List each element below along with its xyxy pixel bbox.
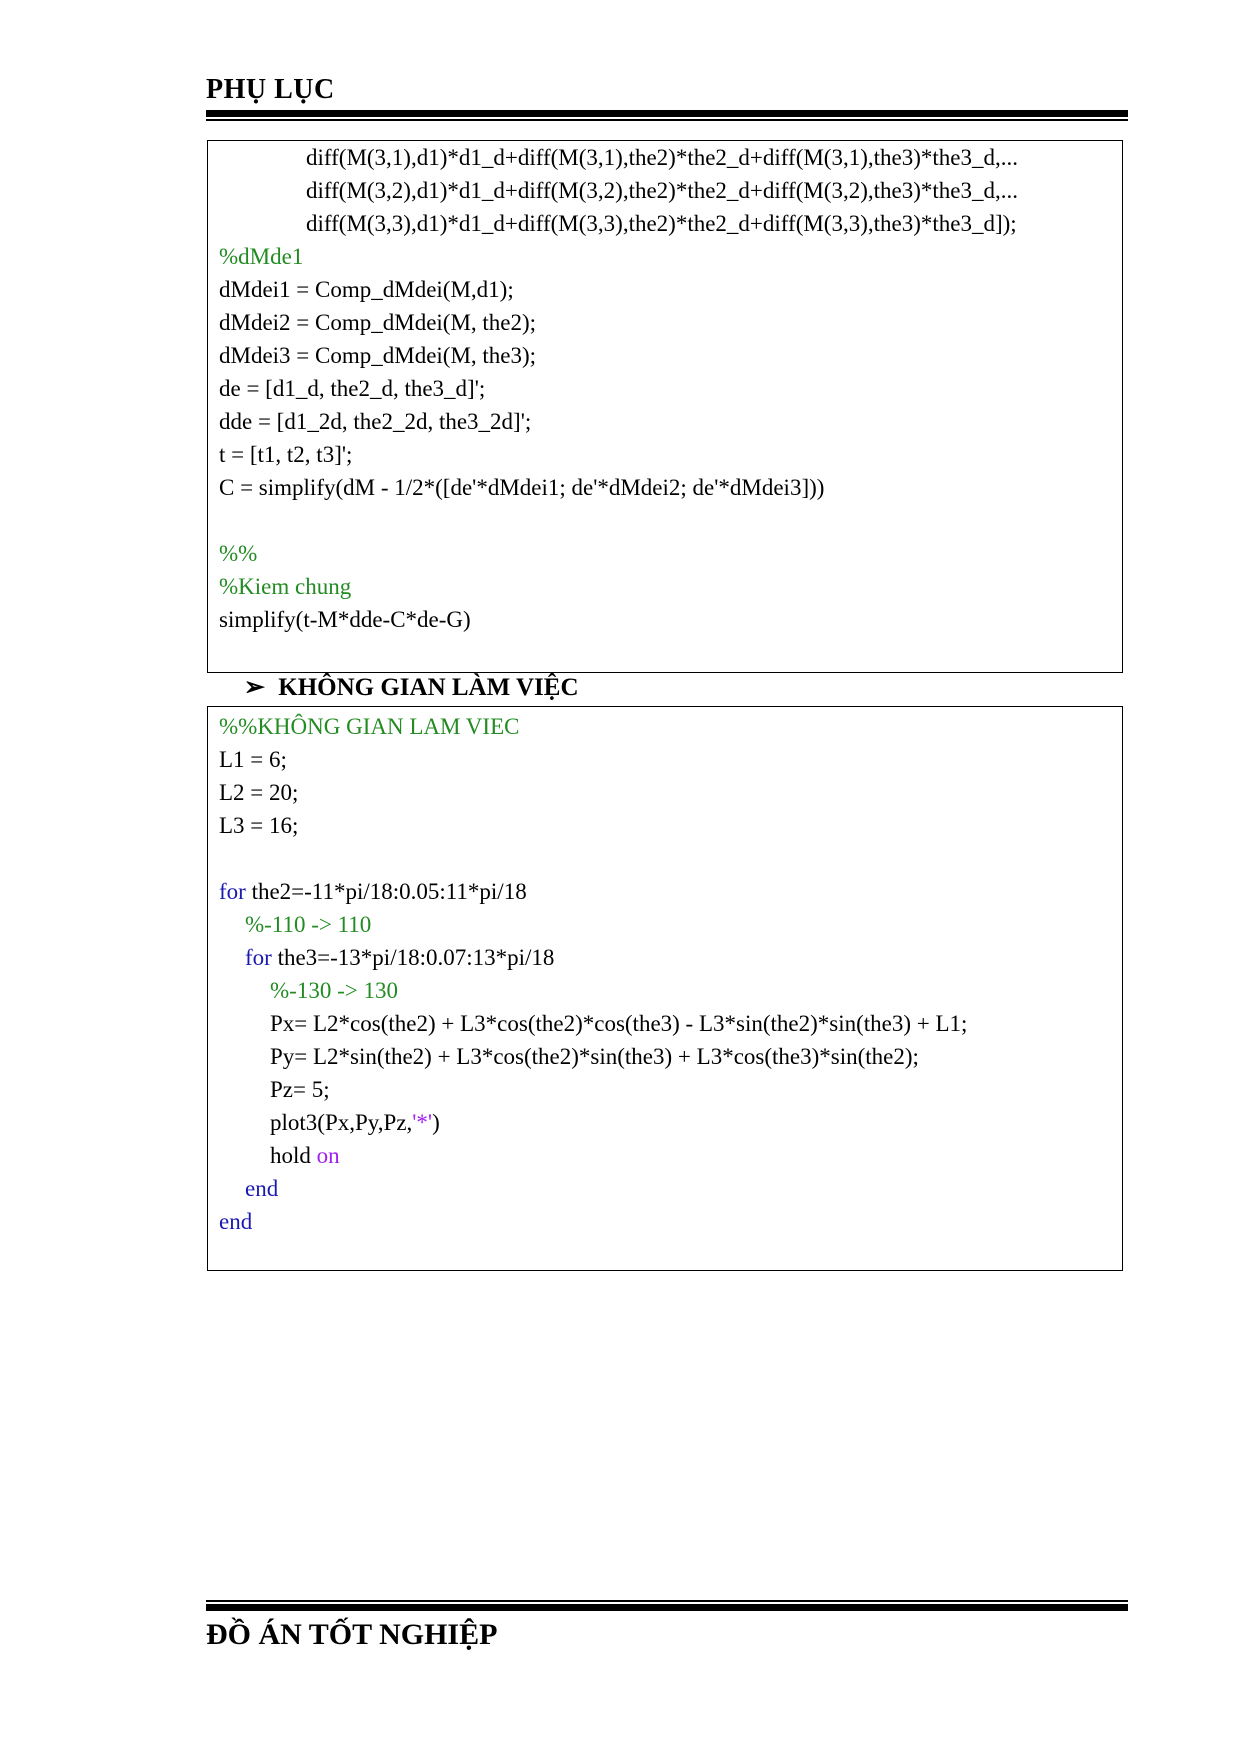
keyword-for: for [219, 879, 246, 904]
code-line: diff(M(3,2),d1)*d1_d+diff(M(3,2),the2)*the2_d+diff(M(3,2),the3)*the3_d,... [306, 178, 1018, 203]
keyword-on: on [316, 1143, 340, 1168]
keyword-end: end [245, 1176, 279, 1201]
code-comment: %dMde1 [219, 244, 304, 269]
code-text: hold [270, 1143, 317, 1168]
code-line: Py= L2*sin(the2) + L3*cos(the2)*sin(the3) + L3*cos(the3)*sin(the2); [270, 1044, 919, 1069]
code-text: plot3(Px,Py,Pz, [270, 1110, 413, 1135]
code-line [270, 1143, 340, 1169]
code-block-2 [207, 706, 1123, 1271]
code-line: dde = [d1_2d, the2_2d, the3_2d]'; [219, 409, 532, 434]
code-comment: %% [219, 541, 258, 566]
code-comment: %Kiem chung [219, 574, 352, 599]
page-footer-title: ĐỒ ÁN TỐT NGHIỆP [206, 1618, 498, 1651]
code-line: dMdei1 = Comp_dMdei(M,d1); [219, 277, 514, 302]
code-comment: %-110 -> 110 [245, 912, 372, 937]
code-comment: %-130 -> 130 [270, 978, 398, 1003]
code-comment: %%KHÔNG GIAN LAM VIEC [219, 714, 520, 739]
code-line [245, 945, 554, 971]
code-line: L3 = 16; [219, 813, 299, 838]
section-heading-text: KHÔNG GIAN LÀM VIỆC [278, 674, 579, 701]
code-line: Pz= 5; [270, 1077, 330, 1102]
code-text: the3=-13*pi/18:0.07:13*pi/18 [271, 945, 555, 970]
code-line [270, 1110, 440, 1136]
footer-rule-thin [206, 1600, 1128, 1602]
code-line [219, 879, 527, 905]
code-line: dMdei3 = Comp_dMdei(M, the3); [219, 343, 537, 368]
header-rule-thin [206, 119, 1128, 121]
code-line: simplify(t-M*dde-C*de-G) [219, 607, 471, 632]
code-line: L1 = 6; [219, 747, 287, 772]
arrow-bullet-icon: ➢ [244, 674, 265, 701]
code-line: dMdei2 = Comp_dMdei(M, the2); [219, 310, 537, 335]
code-line: C = simplify(dM - 1/2*([de'*dMdei1; de'*dMdei2; de'*dMdei3])) [219, 475, 825, 500]
code-line: L2 = 20; [219, 780, 299, 805]
keyword-end: end [219, 1209, 253, 1234]
code-text: the2=-11*pi/18:0.05:11*pi/18 [245, 879, 527, 904]
code-line: de = [d1_d, the2_d, the3_d]'; [219, 376, 486, 401]
code-line: t = [t1, t2, t3]'; [219, 442, 353, 467]
section-heading [244, 672, 579, 702]
code-line: diff(M(3,1),d1)*d1_d+diff(M(3,1),the2)*the2_d+diff(M(3,1),the3)*the3_d,... [306, 145, 1018, 170]
code-text: ) [432, 1110, 440, 1135]
string-literal: '*' [412, 1110, 433, 1135]
page-header-title: PHỤ LỤC [206, 74, 335, 105]
code-line: Px= L2*cos(the2) + L3*cos(the2)*cos(the3) - L3*sin(the2)*sin(the3) + L1; [270, 1011, 968, 1036]
header-rule-thick [206, 110, 1128, 117]
code-block-1 [207, 140, 1123, 673]
footer-rule-thick [206, 1604, 1128, 1611]
code-line: diff(M(3,3),d1)*d1_d+diff(M(3,3),the2)*the2_d+diff(M(3,3),the3)*the3_d]); [306, 211, 1017, 236]
keyword-for: for [245, 945, 272, 970]
